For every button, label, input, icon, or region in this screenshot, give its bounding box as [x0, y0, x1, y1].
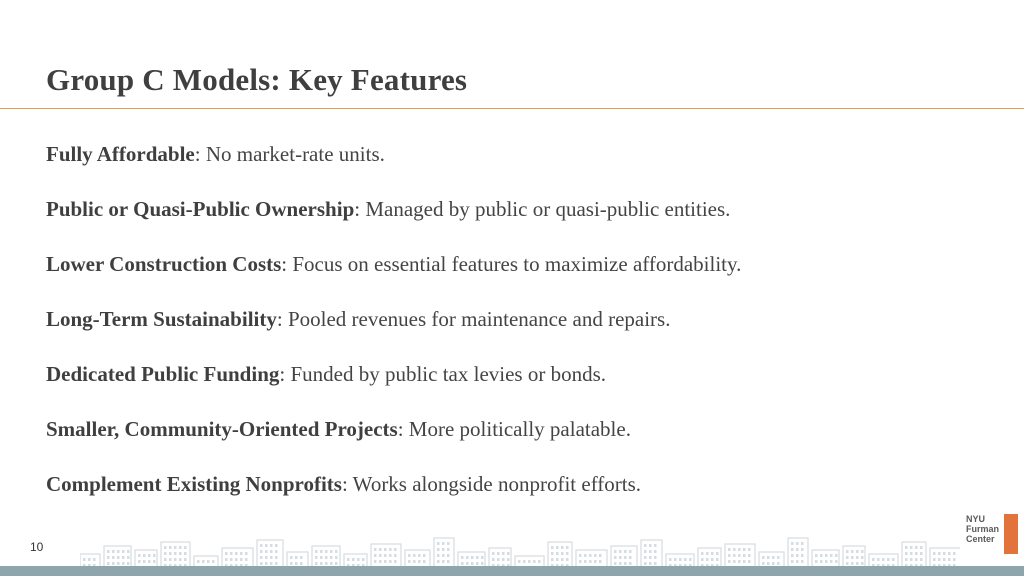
feature-description: : Focus on essential features to maximize affordability. [281, 252, 742, 276]
feature-item [46, 195, 1006, 250]
feature-term: Lower Construction Costs [46, 252, 282, 276]
feature-description: : Funded by public tax levies or bonds. [279, 362, 607, 386]
feature-term: Smaller, Community-Oriented Projects [46, 417, 398, 441]
feature-description: : No market-rate units. [194, 142, 385, 166]
feature-description: : More politically palatable. [397, 417, 631, 441]
slide-title: Group C Models: Key Features [46, 62, 468, 97]
logo-line: NYU [966, 514, 986, 524]
feature-term: Public or Quasi-Public Ownership [46, 197, 355, 221]
feature-description: : Managed by public or quasi-public entities. [354, 197, 731, 221]
feature-item [46, 140, 1006, 195]
feature-list [46, 140, 1006, 525]
title-divider [0, 108, 1024, 109]
feature-item [46, 305, 1006, 360]
feature-description: : Pooled revenues for maintenance and repairs. [276, 307, 671, 331]
feature-term: Fully Affordable [46, 142, 195, 166]
feature-term: Dedicated Public Funding [46, 362, 280, 386]
feature-item [46, 360, 1006, 415]
feature-item [46, 250, 1006, 305]
logo-line: Furman [966, 524, 1000, 534]
feature-item [46, 415, 1006, 470]
feature-term: Long-Term Sustainability [46, 307, 277, 331]
feature-term: Complement Existing Nonprofits [46, 472, 342, 496]
feature-item [46, 470, 1006, 525]
feature-description: : Works alongside nonprofit efforts. [341, 472, 642, 496]
nyu-furman-center-logo [966, 514, 1018, 558]
logo-line: Center [966, 534, 995, 544]
page-number: 10 [30, 540, 44, 554]
logo-building-icon [1004, 514, 1018, 554]
footer-bar [0, 566, 1024, 576]
